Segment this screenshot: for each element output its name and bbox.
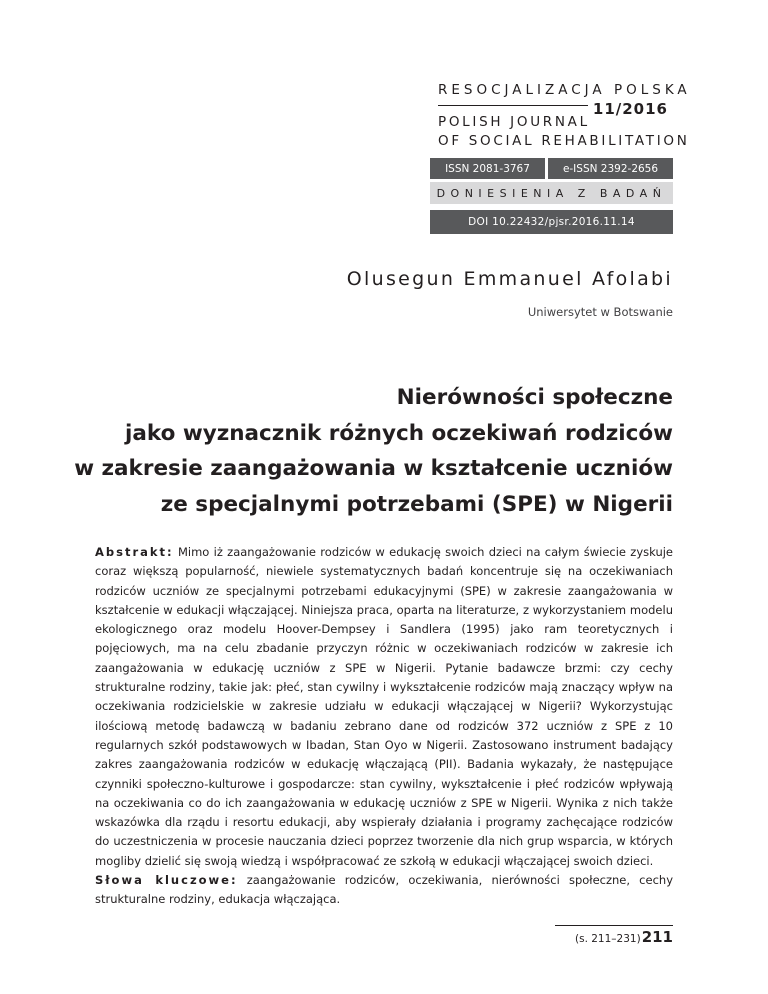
issn-badge: ISSN 2081-3767 bbox=[430, 158, 545, 179]
journal-header bbox=[438, 80, 691, 152]
abstract-label: Abstrakt: bbox=[95, 545, 174, 559]
journal-name-en-line2: OF SOCIAL REHABILITATION bbox=[438, 133, 690, 149]
page-range: (s. 211–231) bbox=[575, 933, 641, 945]
eissn-badge: e-ISSN 2392-2656 bbox=[548, 158, 673, 179]
author-affiliation: Uniwersytet w Botswanie bbox=[527, 305, 673, 319]
journal-issue: 11/2016 bbox=[592, 100, 668, 118]
journal-rule bbox=[438, 105, 588, 106]
journal-issue-row bbox=[438, 100, 673, 130]
title-line: jako wyznacznik różnych oczekiwań rodziców bbox=[125, 420, 673, 446]
journal-name-en-line1: POLISH JOURNAL bbox=[438, 114, 590, 130]
title-line: ze specjalnymi potrzebami (SPE) w Nigerii bbox=[160, 491, 673, 517]
keywords-label: Słowa kluczowe: bbox=[95, 873, 238, 888]
author-name: Olusegun Emmanuel Afolabi bbox=[346, 268, 673, 290]
keywords-text: zaangażowanie rodziców, oczekiwania, nierówności społeczne, cechy strukturalne rodziny, edukacja włączająca. bbox=[95, 873, 673, 907]
article-category: DONIESIENIA Z BADAŃ bbox=[430, 182, 673, 204]
journal-name-pl: RESOCJALIZACJA POLSKA bbox=[438, 82, 691, 98]
issn-row bbox=[430, 158, 673, 179]
abstract bbox=[95, 543, 673, 910]
doi-badge: DOI 10.22432/pjsr.2016.11.14 bbox=[430, 210, 673, 234]
title-line: Nierówności społeczne bbox=[396, 385, 673, 410]
page-number: 211 bbox=[641, 928, 673, 946]
article-title bbox=[33, 380, 673, 522]
abstract-text: Mimo iż zaangażowanie rodziców w edukację swoich dzieci na całym świecie zyskuje coraz większą popularność, niewiele systematycznych badań koncentruje się na oczekiwaniach rodziców uczniów ze specjalnymi potrzebami edukacyjnymi (SPE) w zakresie zaangażowania w kształcenie w edukacji włączającej. Niniejsza praca, oparta na literaturze, z wykorzystaniem modelu ekologicznego oraz modelu Hoover-Dempsey i Sandlera (1995) jako ram teoretycznych i pojęciowych, ma na celu zbadanie przyczyn różnic w oczekiwaniach rodziców w zakresie ich zaangażowania w edukację uczniów z SPE w Nigerii. Pytanie badawcze brzmi: czy cechy strukturalne rodziny, takie jak: płeć, stan cywilny i wykształcenie rodziców mają znaczący wpływ na oczekiwania rodzicielskie w zakresie udziału w edukacji włączającej w Nigerii? Wykorzystując ilościową metodę badawczą w badaniu zebrano dane od rodziców 372 uczniów z SPE z 10 regularnych szkół podstawowych w Ibadan, Stan Oyo w Nigerii. Zastosowano instrument badający zakres zaangażowania rodziców w edukację włączającą (PII). Badania wykazały, że następujące czynniki społeczno-kulturowe i gospodarcze: stan cywilny, wykształcenie i płeć rodziców wpływają na oczekiwania co do ich zaangażowania w edukację uczniów z SPE w Nigerii. Wynika z nich także wskazówka dla rządu i resortu edukacji, aby wspierały działania i programy zachęcające rodziców do uczestniczenia w procesie nauczania dzieci poprzez tworzenie dla nich grup wsparcia, w których mogliby dzielić się swoją wiedzą i współpracować ze szkołą w edukacji włączającej swoich dzieci. bbox=[95, 545, 673, 868]
title-line: w zakresie zaangażowania w kształcenie uczniów bbox=[74, 456, 673, 481]
abstract-paragraph bbox=[95, 543, 673, 871]
keywords bbox=[95, 871, 673, 910]
footer-rule bbox=[555, 925, 673, 926]
